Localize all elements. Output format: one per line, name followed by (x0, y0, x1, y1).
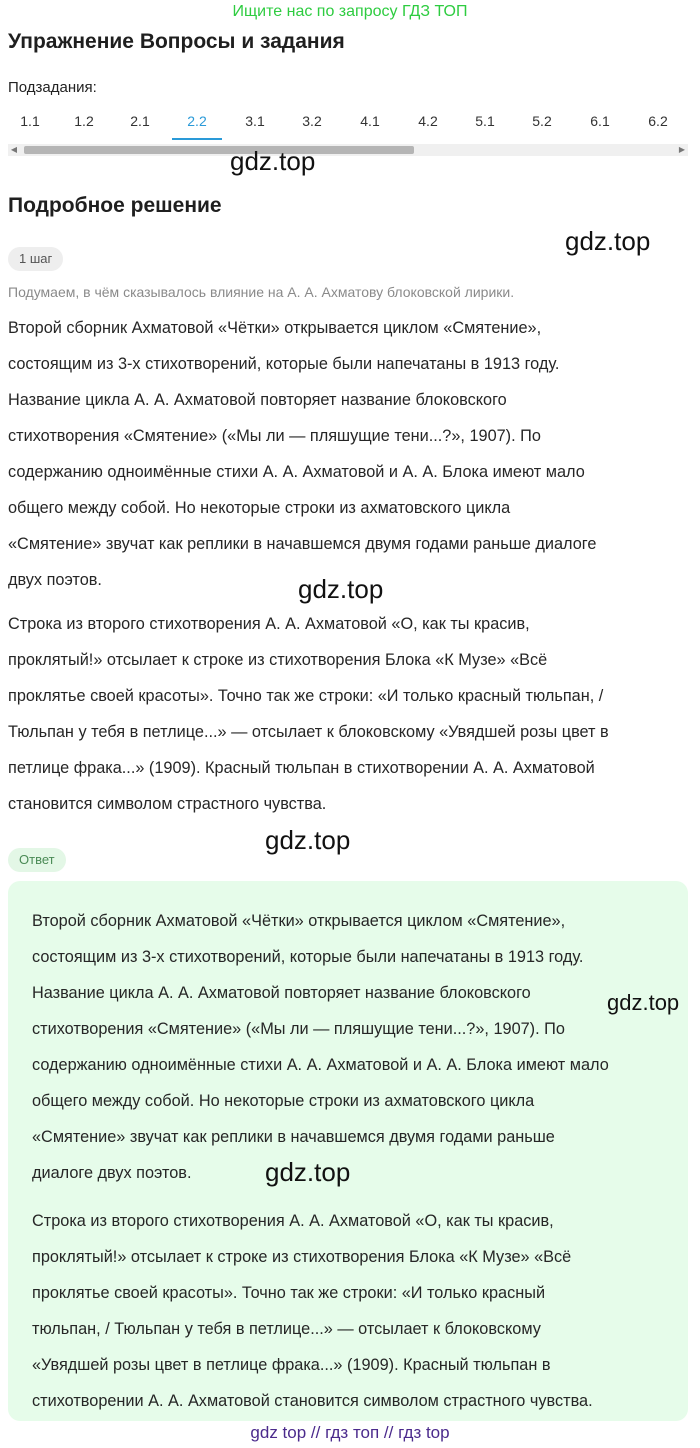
tab-subtask[interactable]: 5.2 (532, 113, 552, 129)
solution-hint: Подумаем, в чём сказывалось влияние на А. А. Ахматову блоковской лирики. (8, 284, 515, 300)
solution-title: Подробное решение (8, 194, 222, 217)
watermark: gdz.top (607, 990, 680, 1015)
watermark: gdz.top (565, 226, 651, 256)
tab-subtask[interactable]: 1.1 (20, 113, 40, 129)
tab-subtask[interactable]: 4.1 (360, 113, 380, 129)
scroll-left-arrow-icon[interactable]: ◀ (10, 145, 18, 154)
scrollbar-thumb[interactable] (24, 146, 414, 154)
solution-paragraph: Второй сборник Ахматовой «Чётки» открывается циклом «Смятение», состоящим из 3-х стихотворений, которые были напечатаны в 1913 году. Название цикла А. А. Ахматовой повторяет название блоковского стихотворения «Смятение» («Мы ли — пляшущие тени...?», 1907). По содержанию одноимённые стихи А. А. Ахматовой и А. А. Блока имеют мало общего между собой. Но некоторые строки из ахматовского цикла «Смятение» звучат как реплики в начавшемся двумя годами раньше диалоге двух поэтов. (8, 319, 597, 589)
watermark: gdz.top (265, 1157, 351, 1187)
tab-subtask[interactable]: 4.2 (418, 113, 438, 129)
subtasks-tabs (0, 108, 700, 140)
solution-paragraph: Строка из второго стихотворения А. А. Ахматовой «О, как ты красив, проклятый!» отсылает к строке из стихотворения Блока «К Музе» «Всё проклятье своей красоты». Точно так же строки: «И только красный тюльпан, / Тюльпан у тебя в петлице...» — отсылает к блоковскому «Увядшей розы цвет в петлице фрака...» (1909). Красный тюльпан в стихотворении А. А. Ахматовой становится символом страстного чувства. (8, 615, 609, 813)
answer-box (8, 881, 688, 1421)
tab-subtask[interactable]: 6.2 (648, 113, 668, 129)
answer-paragraph: Второй сборник Ахматовой «Чётки» открывается циклом «Смятение», состоящим из 3-х стихотворений, которые были напечатаны в 1913 году. Название цикла А. А. Ахматовой повторяет название блоковского стихотворения «Смятение» («Мы ли — пляшущие тени...?», 1907). По содержанию одноимённые стихи А. А. Ахматовой и А. А. Блока имеют мало общего между собой. Но некоторые строки из ахматовского цикла «Смятение» звучат как реплики в начавшемся двумя годами раньше диалоге двух поэтов. (32, 912, 609, 1182)
tab-subtask[interactable]: 2.1 (130, 113, 150, 129)
footer-links[interactable]: gdz top // гдз топ // гдз top (250, 1423, 450, 1442)
scroll-right-arrow-icon[interactable]: ▶ (678, 145, 686, 154)
watermark: gdz.top (230, 146, 316, 176)
tab-subtask[interactable]: 1.2 (74, 113, 94, 129)
subtasks-label: Подзадания: (8, 79, 97, 96)
tab-subtask[interactable]: 5.1 (475, 113, 495, 129)
page-title: Упражнение Вопросы и задания (8, 30, 345, 53)
watermark: gdz.top (265, 825, 351, 855)
step-badge: 1 шаг (8, 247, 63, 271)
answer-badge: Ответ (8, 848, 66, 872)
tabs-scrollbar[interactable] (8, 144, 688, 156)
answer-paragraph: Строка из второго стихотворения А. А. Ахматовой «О, как ты красив, проклятый!» отсылает к строке из стихотворения Блока «К Музе» «Всё проклятье своей красоты». Точно так же строки: «И только красный тюльпан, / Тюльпан у тебя в петлице...» — отсылает к блоковскому «Увядшей розы цвет в петлице фрака...» (1909). Красный тюльпан в стихотворении А. А. Ахматовой становится символом страстного чувства. (32, 1212, 593, 1410)
search-promo-banner: Ищите нас по запросу ГДЗ ТОП (232, 3, 468, 20)
watermark: gdz.top (298, 574, 384, 604)
tab-subtask[interactable]: 3.2 (302, 113, 322, 129)
tab-subtask-active[interactable]: 2.2 (172, 108, 222, 134)
tab-subtask[interactable]: 6.1 (590, 113, 610, 129)
tab-subtask[interactable]: 3.1 (245, 113, 265, 129)
